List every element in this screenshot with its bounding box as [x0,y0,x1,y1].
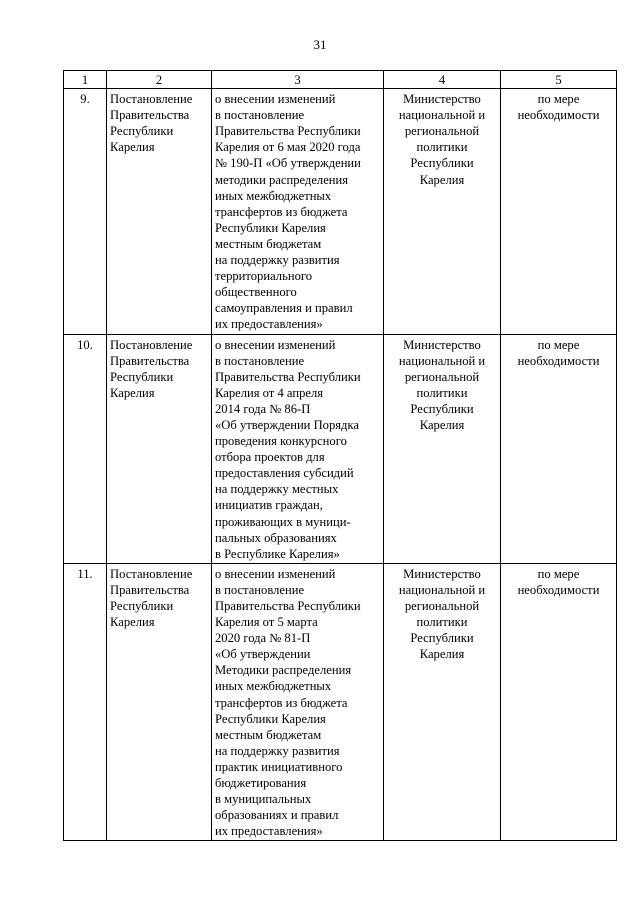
header-cell-3: 3 [212,71,384,89]
responsible-executor: Министерство национальной и региональной политики Республики Карелия [384,334,501,563]
page-number: 31 [313,37,327,52]
responsible-executor: Министерство национальной и региональной политики Республики Карелия [384,89,501,334]
table-row [64,563,617,841]
table-row [64,89,617,334]
table-row [64,334,617,563]
document-type: Постановление Правительства Республики Карелия [107,334,212,563]
execution-term: по мере необходимости [501,89,617,334]
row-number: 11. [64,563,107,841]
header-cell-1: 1 [64,71,107,89]
row-number: 9. [64,89,107,334]
execution-term: по мере необходимости [501,334,617,563]
table-header-row [64,71,617,89]
row-number: 10. [64,334,107,563]
document-name: о внесении изменений в постановление Правительства Республики Карелия от 4 апреля 2014 года № 86-П «Об утверждении Порядка проведения конкурсного отбора проектов для предоставления субсидий на поддержку местных инициатив граждан, проживающих в муници- пальных образованиях в Республике Карелия» [212,334,384,563]
document-type: Постановление Правительства Республики Карелия [107,563,212,841]
header-cell-5: 5 [501,71,617,89]
header-cell-2: 2 [107,71,212,89]
document-type: Постановление Правительства Республики Карелия [107,89,212,334]
header-cell-4: 4 [384,71,501,89]
document-name: о внесении изменений в постановление Правительства Республики Карелия от 5 марта 2020 года № 81-П «Об утверждении Методики распределения иных межбюджетных трансфертов из бюджета Республики Карелия местным бюджетам на поддержку развития практик инициативного бюджетирования в муниципальных образованиях и правил их предоставления» [212,563,384,841]
execution-term: по мере необходимости [501,563,617,841]
plan-table [63,70,617,841]
document-name: о внесении изменений в постановление Правительства Республики Карелия от 6 мая 2020 года № 190-П «Об утверждении методики распределения иных межбюджетных трансфертов из бюджета Республики Карелия местным бюджетам на поддержку развития территориального общественного самоуправления и правил их предоставления» [212,89,384,334]
responsible-executor: Министерство национальной и региональной политики Республики Карелия [384,563,501,841]
